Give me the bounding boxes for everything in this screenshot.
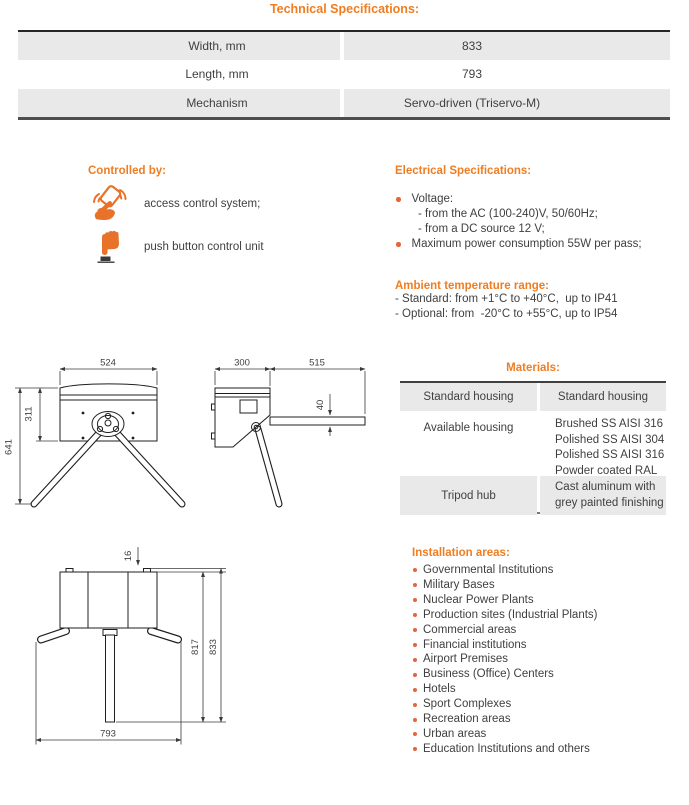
ambient-line: - Optional: from -20°C to +55°C, up to IP54 — [395, 308, 618, 320]
dim-515: 515 — [309, 357, 325, 369]
list-item: Nuclear Power Plants — [412, 593, 598, 608]
materials-section — [400, 362, 666, 514]
list-item: Production sites (Industrial Plants) — [412, 608, 598, 623]
bullet-icon — [413, 673, 417, 677]
material-label: Standard housing — [400, 383, 537, 411]
spec-label-length: Length, mm — [185, 67, 249, 82]
dim-300: 300 — [234, 357, 250, 369]
material-value: Cast aluminum with grey painted finishing — [540, 476, 666, 515]
front-side-view-drawing — [0, 352, 400, 547]
list-item — [395, 237, 687, 252]
material-value: Standard housing — [540, 383, 666, 411]
installation-section — [412, 543, 598, 757]
bullet-icon — [413, 658, 417, 662]
top-view-drawing — [0, 545, 400, 805]
spec-label-mechanism: Mechanism — [18, 89, 340, 117]
tech-specs-table — [18, 30, 670, 120]
controlled-by-item-label: access control system; — [144, 197, 261, 210]
dim-793: 793 — [100, 728, 116, 740]
spec-label-width: Width, mm — [18, 32, 340, 60]
bullet-icon — [413, 703, 417, 707]
controlled-by-section — [88, 161, 264, 265]
materials-title: Materials: — [506, 362, 560, 374]
bullet-icon — [413, 688, 417, 692]
list-item: Military Bases — [412, 578, 598, 593]
access-card-in-hand-icon — [88, 185, 134, 222]
bullet-icon — [413, 613, 417, 617]
electrical-subitem: - from the AC (100-240)V, 50/60Hz; — [418, 208, 598, 220]
table-row — [400, 413, 666, 477]
dim-40: 40 — [315, 399, 326, 411]
material-value: Brushed SS AISI 316 Polished SS AISI 304 Polished SS AISI 316 Powder coated RAL — [555, 418, 665, 477]
list-item: Recreation areas — [412, 712, 598, 727]
list-item: Hotels — [412, 682, 598, 697]
electrical-subitem: - from a DC source 12 V; — [418, 223, 545, 235]
dim-817: 817 — [190, 639, 201, 655]
table-row — [18, 32, 670, 60]
controlled-by-title: Controlled by: — [88, 165, 166, 177]
electrical-bullet-label: Maximum power consumption 55W per pass; — [411, 238, 642, 250]
controlled-by-item-label: push button control unit — [144, 240, 264, 253]
table-row — [18, 60, 670, 88]
page-title: Technical Specifications: — [269, 2, 420, 16]
bullet-icon — [396, 242, 401, 247]
top-view — [36, 547, 226, 745]
bullet-icon — [413, 718, 417, 722]
table-row — [18, 89, 670, 117]
side-view — [212, 358, 366, 505]
list-item: Governmental Institutions — [412, 563, 598, 578]
list-item: Sport Complexes — [412, 697, 598, 712]
list-item: Financial institutions — [412, 638, 598, 653]
table-row — [400, 383, 666, 411]
list-item: Education Institutions and others — [412, 742, 598, 757]
dim-641: 641 — [3, 439, 15, 455]
spec-value-length: 793 — [461, 67, 483, 82]
bullet-icon — [413, 583, 417, 587]
installation-title: Installation areas: — [412, 547, 510, 559]
electrical-list — [395, 192, 687, 252]
push-button-hand-icon — [88, 228, 134, 265]
list-item: Business (Office) Centers — [412, 667, 598, 682]
list-item — [88, 228, 264, 265]
bullet-icon — [413, 628, 417, 632]
bullet-icon — [413, 598, 417, 602]
bullet-icon — [396, 197, 401, 202]
electrical-title: Electrical Specifications: — [395, 165, 532, 177]
bullet-icon — [413, 643, 417, 647]
list-item: Airport Premises — [412, 652, 598, 667]
list-item: Urban areas — [412, 727, 598, 742]
bullet-icon — [413, 568, 417, 572]
electrical-bullet-label: Voltage: — [411, 193, 454, 205]
dim-524: 524 — [100, 357, 116, 369]
bullet-icon — [413, 747, 417, 751]
list-item — [395, 192, 687, 207]
spec-value-width: 833 — [344, 32, 670, 60]
spec-value-mechanism: Servo-driven (Triservo-M) — [344, 89, 670, 117]
ambient-title: Ambient temperature range: — [395, 280, 550, 292]
front-view — [4, 358, 183, 505]
list-item — [88, 185, 264, 222]
installation-list — [412, 563, 598, 757]
table-row — [400, 476, 666, 512]
dim-833: 833 — [208, 639, 219, 655]
material-label: Tripod hub — [400, 476, 537, 515]
electrical-section — [395, 161, 687, 322]
bullet-icon — [413, 732, 417, 736]
dim-16: 16 — [123, 550, 134, 562]
dim-311: 311 — [23, 406, 35, 422]
materials-table — [400, 381, 666, 514]
ambient-line: - Standard: from +1°C to +40°C, up to IP41 — [395, 293, 618, 305]
material-label: Available housing — [423, 422, 514, 434]
list-item: Commercial areas — [412, 623, 598, 638]
